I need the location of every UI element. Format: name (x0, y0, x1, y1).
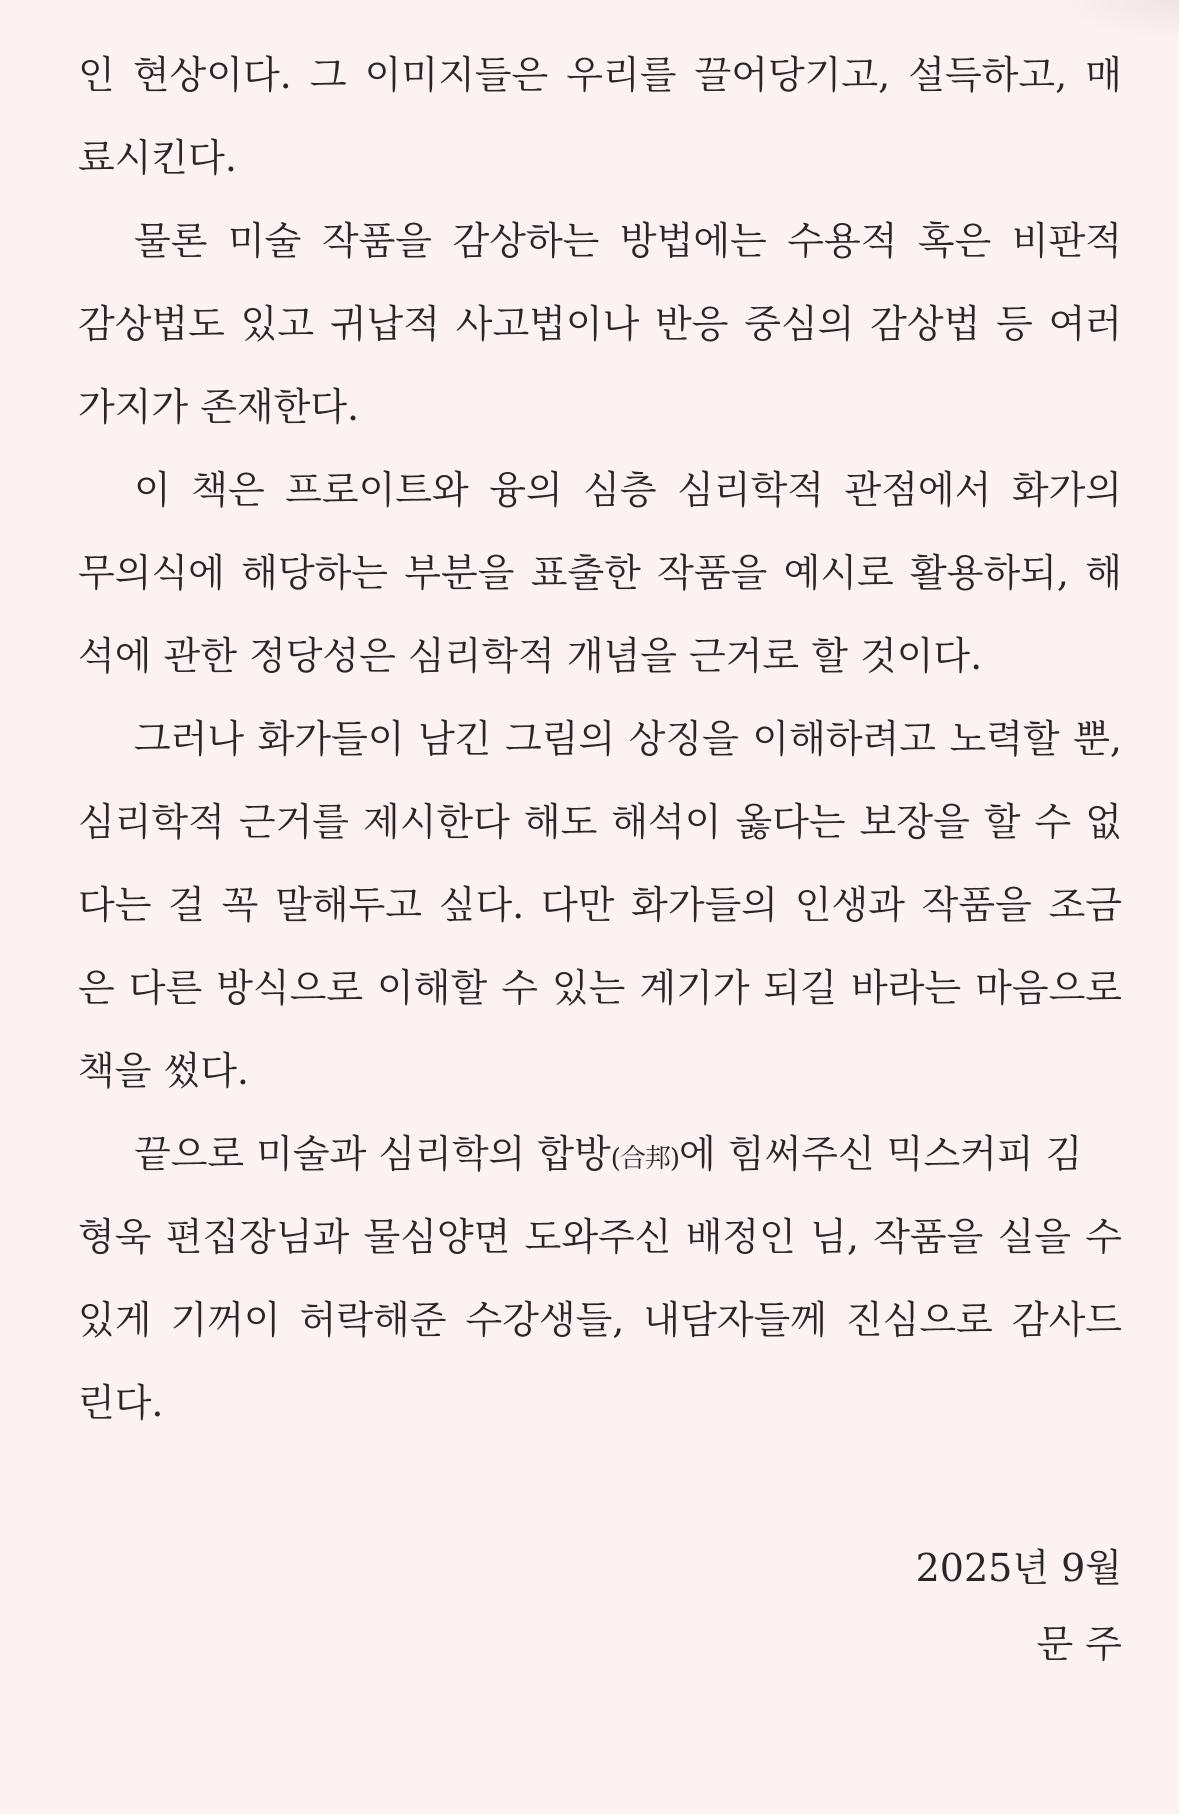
text-line: 은 다른 방식으로 이해할 수 있는 계기가 되길 바라는 마음으로 (78, 966, 1122, 1010)
text-line: 인 현상이다. 그 이미지들은 우리를 끌어당기고, 설득하고, 매 (78, 53, 1122, 97)
text-line: 있게 기꺼이 허락해준 수강생들, 내담자들께 진심으로 감사드 (78, 1298, 1122, 1342)
text-line: 린다. (78, 1381, 164, 1425)
text-line: 책을 썼다. (78, 1049, 249, 1093)
paragraph-start-line: 물론 미술 작품을 감상하는 방법에는 수용적 혹은 비판적 (134, 219, 1122, 263)
text-line: 가지가 존재한다. (78, 385, 360, 429)
signoff-author: 문 주 (1036, 1622, 1122, 1666)
document-body (78, 34, 1122, 1445)
text-segment: 에 힘써주신 믹스커피 김 (679, 1132, 1083, 1176)
text-line: 심리학적 근거를 제시한다 해도 해석이 옳다는 보장을 할 수 없 (78, 800, 1122, 844)
paragraph-start-line: 그러나 화가들이 남긴 그림의 상징을 이해하려고 노력할 뿐, (134, 717, 1122, 761)
signoff (916, 1530, 1122, 1682)
paragraph-start-line (78, 1113, 1122, 1196)
signoff-date: 2025년 9월 (915, 1546, 1122, 1590)
text-line: 형욱 편집장님과 물심양면 도와주신 배정인 님, 작품을 실을 수 (78, 1215, 1122, 1259)
text-line: 다는 걸 꼭 말해두고 싶다. 다만 화가들의 인생과 작품을 조금 (78, 883, 1122, 927)
text-segment: 끝으로 미술과 심리학의 합방 (134, 1132, 611, 1176)
paragraph-start-line: 이 책은 프로이트와 융의 심층 심리학적 관점에서 화가의 (134, 468, 1122, 512)
text-line: 석에 관한 정당성은 심리학적 개념을 근거로 할 것이다. (78, 634, 983, 678)
text-line: 료시킨다. (78, 136, 237, 180)
text-line: 감상법도 있고 귀납적 사고법이나 반응 중심의 감상법 등 여러 (78, 302, 1122, 346)
text-line: 무의식에 해당하는 부분을 표출한 작품을 예시로 활용하되, 해 (78, 551, 1122, 595)
hanja-annotation: (合邦) (610, 1144, 680, 1174)
